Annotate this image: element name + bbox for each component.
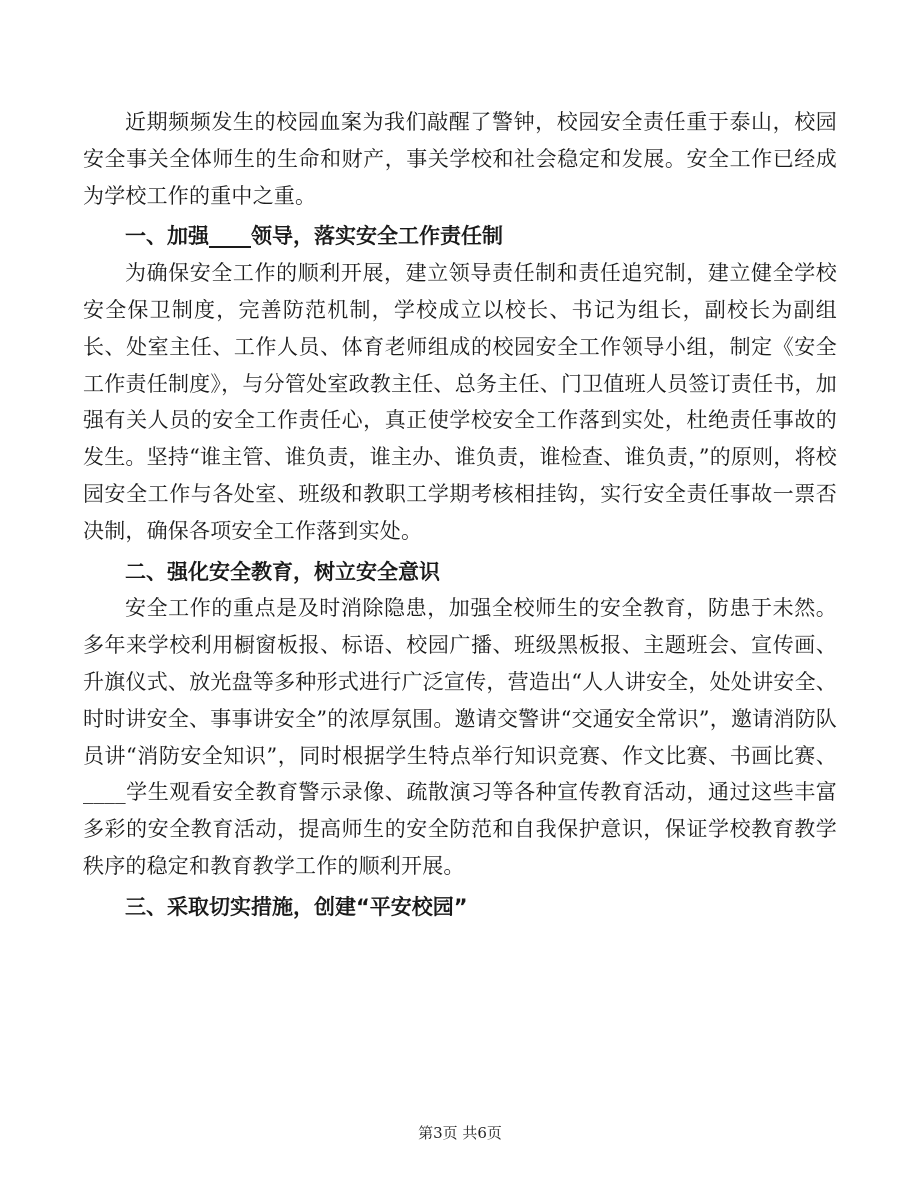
document-body xyxy=(83,104,837,926)
paragraph-section-2: 安全工作的重点是及时消除隐患，加强全校师生的安全教育，防患于未然。多年来学校利用橱窗板报、标语、校园广播、班级黑板报、主题班会、宣传画、升旗仪式、放光盘等多种形式进行广泛宣传，营造出“人人讲安全，处处讲安全、时时讲安全、事事讲安全”的浓厚氛围。邀请交警讲“交通安全常识”，邀请消防队员讲“消防安全知识”，同时根据学生特点举行知识竞赛、作文比赛、书画比赛、____学生观看安全教育警示录像、疏散演习等各种宣传教育活动，通过这些丰富多彩的安全教育活动，提高师生的安全防范和自我保护意识，保证学校教育教学秩序的稳定和教育教学工作的顺利开展。 xyxy=(83,596,837,878)
paragraph-intro: 近期频频发生的校园血案为我们敲醒了警钟，校园安全责任重于泰山，校园安全事关全体师生的生命和财产，事关学校和社会稳定和发展。安全工作已经成为学校工作的重中之重。 xyxy=(83,110,837,208)
section-heading-3: 三、采取切实措施，创建“平安校园” xyxy=(125,894,468,919)
section-heading-1: 一、加强____领导，落实安全工作责任制 xyxy=(125,224,503,249)
paragraph-section-1: 为确保安全工作的顺利开展，建立领导责任制和责任追究制，建立健全学校安全保卫制度，完善防范机制，学校成立以校长、书记为组长，副校长为副组长、处室主任、工作人员、体育老师组成的校园安全工作领导小组，制定《安全工作责任制度》，与分管处室政教主任、总务主任、门卫值班人员签订责任书，加强有关人员的安全工作责任心，真正使学校安全工作落到实处，杜绝责任事故的发生。坚持“谁主管、谁负责，谁主办、谁负责，谁检查、谁负责，”的原则，将校园安全工作与各处室、班级和教职工学期考核相挂钩，实行安全责任事故一票否决制，确保各项安全工作落到实处。 xyxy=(83,261,837,543)
page-number-footer: 第3页 共6页 xyxy=(418,1124,502,1142)
section-heading-2: 二、强化安全教育，树立安全意识 xyxy=(125,559,440,584)
